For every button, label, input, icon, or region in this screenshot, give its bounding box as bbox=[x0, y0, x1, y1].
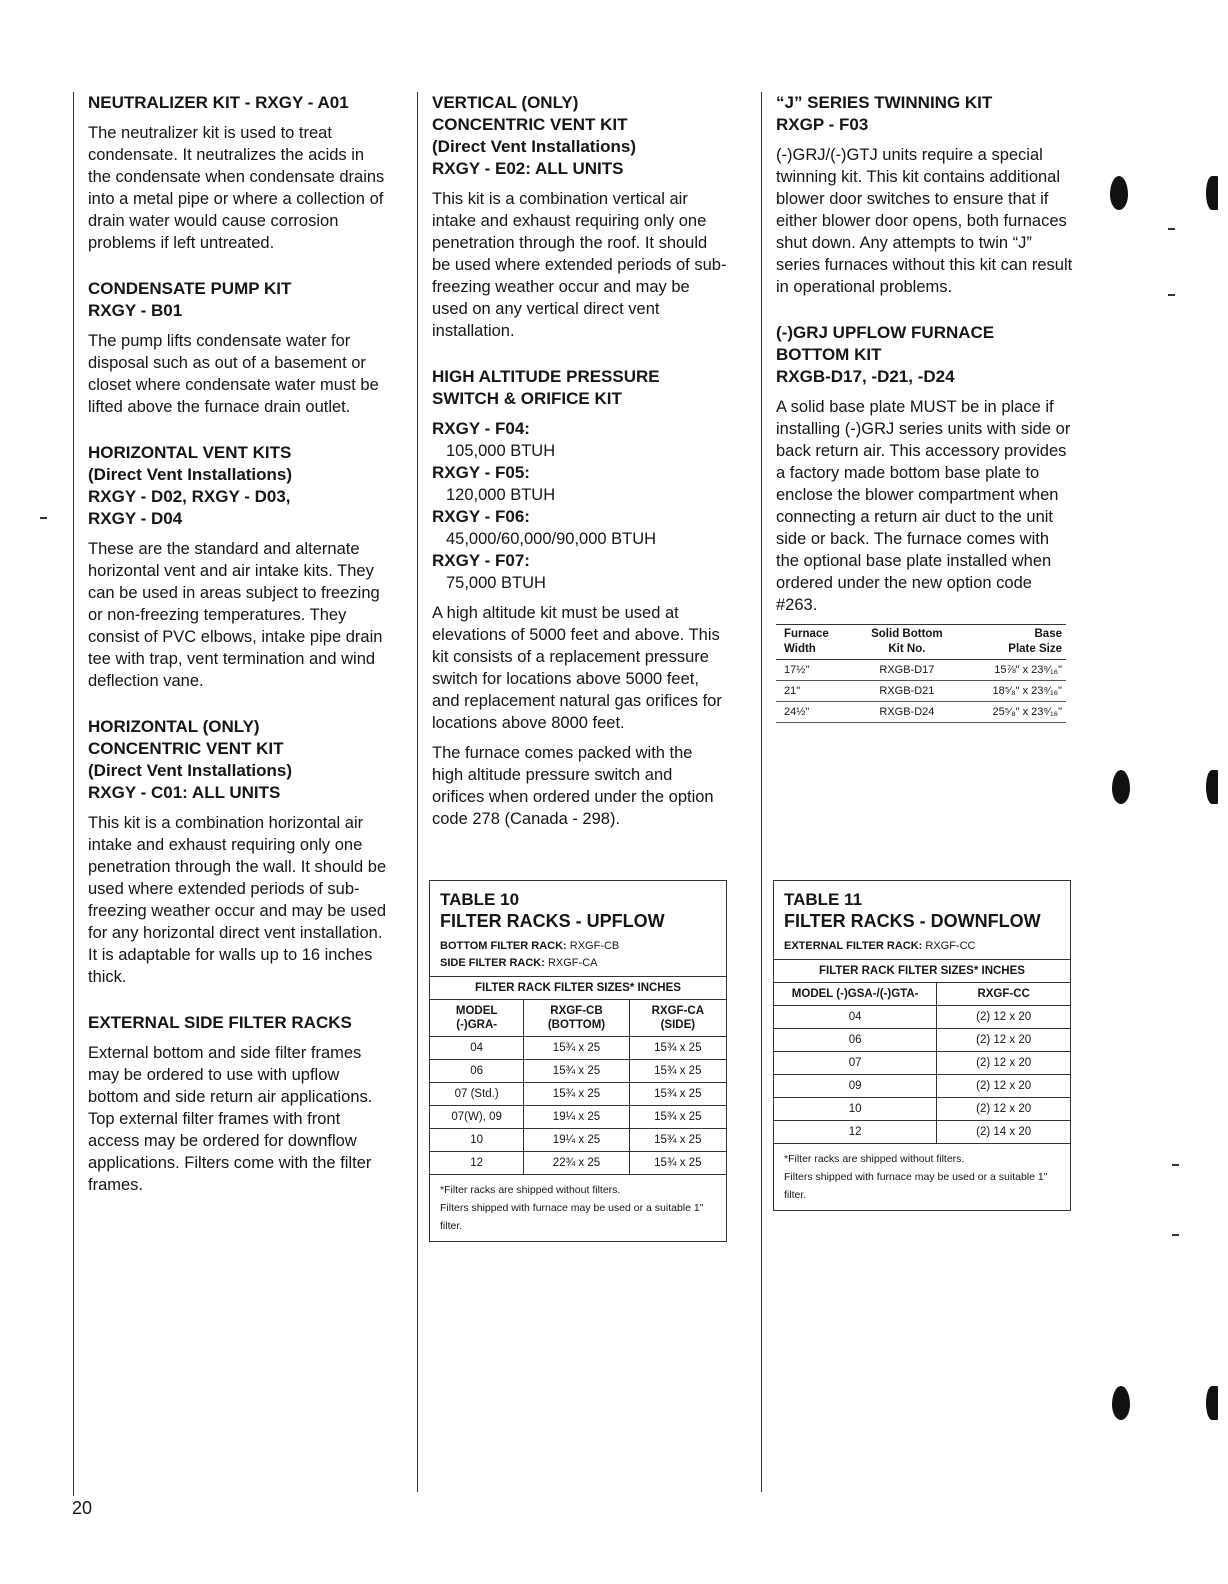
header-line: RXGF-CA bbox=[651, 1005, 705, 1017]
header-line: (-)GRA- bbox=[456, 1019, 498, 1031]
condensate-pump-title-line: CONDENSATE PUMP KIT bbox=[88, 279, 292, 298]
external-side-filter-title: EXTERNAL SIDE FILTER RACKS bbox=[88, 1013, 352, 1032]
neutralizer-kit-body: The neutralizer kit is used to treat condensate. It neutralizes the acids in the condensate when condensate drains into a metal pipe or where a collection of drain water would cause corrosion problems if left untreated. bbox=[88, 124, 385, 252]
table-row bbox=[430, 1106, 726, 1129]
high-altitude-body: A high altitude kit must be used at elevations of 5000 feet and above. This kit consists of a replacement pressure switch for locations above 5000 feet, and replacement natural gas orifices for locations above 8000 feet. bbox=[432, 604, 722, 732]
table-header-row bbox=[776, 625, 1066, 660]
side-filter-rack-value: RXGF-CA bbox=[547, 957, 598, 969]
table-11-box bbox=[773, 880, 1071, 1211]
external-side-filter-section bbox=[88, 1012, 388, 1196]
kit-code: RXGY - F06: bbox=[432, 507, 530, 526]
table-row bbox=[774, 1006, 1070, 1029]
high-altitude-title-line: SWITCH & ORIFICE KIT bbox=[432, 389, 622, 408]
bottom-filter-rack-line bbox=[430, 938, 726, 955]
column-rule-middle bbox=[417, 92, 418, 1492]
kit-rating: 45,000/60,000/90,000 BTUH bbox=[446, 530, 657, 548]
high-altitude-kit-list bbox=[432, 418, 728, 594]
horizontal-vent-body: These are the standard and alternate horizontal vent and air intake kits. They can be used in areas subject to freezing or non-freezing temperatures. They consist of PVC elbows, intake pipe drain tee with trap, vent termination and wind deflection vane. bbox=[88, 540, 383, 690]
horizontal-vent-title-line: (Direct Vent Installations) bbox=[88, 465, 293, 484]
kit-code: RXGY - F05: bbox=[432, 463, 530, 482]
vertical-concentric-title bbox=[432, 92, 728, 180]
header-line: Solid Bottom bbox=[871, 628, 943, 640]
header-line: Furnace bbox=[784, 628, 829, 640]
scan-mark bbox=[40, 517, 47, 519]
table-cell: 19¼ x 25 bbox=[524, 1129, 629, 1152]
table-caption-row bbox=[774, 960, 1070, 983]
table-10-grid bbox=[430, 976, 726, 1174]
condensate-pump-title bbox=[88, 278, 388, 322]
column-header bbox=[853, 625, 961, 660]
table-row bbox=[774, 1098, 1070, 1121]
kit-rating: 105,000 BTUH bbox=[446, 442, 556, 460]
table-header-row bbox=[774, 983, 1070, 1006]
header-line: MODEL bbox=[455, 1005, 498, 1017]
table-cell: 04 bbox=[430, 1037, 524, 1060]
header-line: Kit No. bbox=[888, 643, 926, 655]
table-note: Filters shipped with furnace may be used or a suitable 1" filter. bbox=[784, 1171, 1048, 1201]
table-cell: 25⁵⁄₈" x 23⁹⁄₁₆" bbox=[961, 702, 1066, 723]
table-cell: 22¾ x 25 bbox=[524, 1152, 629, 1175]
table-row bbox=[774, 1075, 1070, 1098]
scan-mark bbox=[1168, 294, 1175, 296]
header-line: Plate Size bbox=[1008, 643, 1062, 655]
high-altitude-kit bbox=[432, 418, 728, 462]
bottom-kit-code: RXGB-D17, -D21, -D24 bbox=[776, 367, 955, 386]
table-cell: 12 bbox=[430, 1152, 524, 1175]
high-altitude-kit bbox=[432, 550, 728, 594]
high-altitude-section bbox=[432, 366, 728, 830]
table-cell: (2) 12 x 20 bbox=[937, 1029, 1070, 1052]
table-row bbox=[430, 1083, 726, 1106]
twinning-kit-title-line: “J” SERIES TWINNING KIT bbox=[776, 93, 993, 112]
table-row bbox=[776, 660, 1066, 681]
horizontal-concentric-title-line: HORIZONTAL (ONLY) bbox=[88, 717, 260, 736]
vertical-concentric-title-line: VERTICAL (ONLY) bbox=[432, 93, 579, 112]
header-line: (BOTTOM) bbox=[547, 1019, 606, 1031]
table-header-row bbox=[430, 1000, 726, 1037]
table-row bbox=[430, 1152, 726, 1175]
horizontal-vent-code: RXGY - D02, RXGY - D03, bbox=[88, 487, 291, 506]
horizontal-concentric-title bbox=[88, 716, 388, 804]
column-header bbox=[961, 625, 1066, 660]
column-2 bbox=[432, 92, 728, 854]
table-cell: RXGB-D21 bbox=[853, 681, 961, 702]
horizontal-vent-title-line: HORIZONTAL VENT KITS bbox=[88, 443, 292, 462]
table-cell: (2) 12 x 20 bbox=[937, 1006, 1070, 1029]
table-cell: 07 bbox=[774, 1052, 937, 1075]
table-caption: FILTER RACK FILTER SIZES* INCHES bbox=[774, 960, 1070, 983]
high-altitude-body: The furnace comes packed with the high altitude pressure switch and orifices when ordered under the option code 278 (Canada - 298). bbox=[432, 744, 714, 828]
column-3 bbox=[776, 92, 1076, 747]
binder-hole-icon bbox=[1112, 1386, 1130, 1420]
table-note: Filters shipped with furnace may be used or a suitable 1" filter. bbox=[440, 1202, 704, 1232]
condensate-pump-section bbox=[88, 278, 388, 418]
table-cell: (2) 12 x 20 bbox=[937, 1052, 1070, 1075]
bottom-kit-title-line: (-)GRJ UPFLOW FURNACE bbox=[776, 323, 995, 342]
binder-hole-icon bbox=[1206, 770, 1218, 804]
table-cell: 04 bbox=[774, 1006, 937, 1029]
condensate-pump-code: RXGY - B01 bbox=[88, 301, 183, 320]
table-cell: 12 bbox=[774, 1121, 937, 1144]
condensate-pump-body: The pump lifts condensate water for disposal such as out of a basement or closet where condensate water must be lifted above the furnace drain outlet. bbox=[88, 332, 379, 416]
kit-rating: 120,000 BTUH bbox=[446, 486, 556, 504]
neutralizer-kit-section bbox=[88, 92, 388, 254]
high-altitude-title-line: HIGH ALTITUDE PRESSURE bbox=[432, 367, 660, 386]
table-cell: 07(W), 09 bbox=[430, 1106, 524, 1129]
table-note: *Filter racks are shipped without filters. bbox=[784, 1153, 965, 1165]
table-note: *Filter racks are shipped without filters. bbox=[440, 1184, 621, 1196]
table-row bbox=[774, 1121, 1070, 1144]
table-cell: 15¾ x 25 bbox=[629, 1037, 726, 1060]
side-filter-rack-line bbox=[430, 955, 726, 976]
vertical-concentric-body: This kit is a combination vertical air intake and exhaust requiring only one penetration through the roof. It should be used where extended periods of sub-freezing weather occur and may be used on any vertical direct vent installation. bbox=[432, 190, 727, 340]
table-11-grid bbox=[774, 959, 1070, 1143]
table-cell: 15¾ x 25 bbox=[629, 1106, 726, 1129]
column-header bbox=[776, 625, 853, 660]
table-10-subtitle: FILTER RACKS - UPFLOW bbox=[440, 911, 665, 931]
high-altitude-title bbox=[432, 366, 728, 410]
table-cell: 09 bbox=[774, 1075, 937, 1098]
horizontal-concentric-title-line: (Direct Vent Installations) bbox=[88, 761, 293, 780]
horizontal-vent-section bbox=[88, 442, 388, 692]
table-cell: 15¾ x 25 bbox=[629, 1152, 726, 1175]
bottom-kit-title-line: BOTTOM KIT bbox=[776, 345, 882, 364]
column-header bbox=[629, 1000, 726, 1037]
column-header: RXGF-CC bbox=[937, 983, 1070, 1006]
header-line: Width bbox=[784, 643, 816, 655]
horizontal-concentric-title-line: CONCENTRIC VENT KIT bbox=[88, 739, 284, 758]
high-altitude-kit bbox=[432, 462, 728, 506]
table-cell: 15¾ x 25 bbox=[524, 1037, 629, 1060]
scan-mark bbox=[1172, 1164, 1179, 1166]
table-cell: (2) 14 x 20 bbox=[937, 1121, 1070, 1144]
kit-code: RXGY - F04: bbox=[432, 419, 530, 438]
bottom-filter-rack-label: BOTTOM FILTER RACK: bbox=[440, 940, 567, 952]
table-row bbox=[430, 1060, 726, 1083]
table-cell: 07 (Std.) bbox=[430, 1083, 524, 1106]
horizontal-vent-title bbox=[88, 442, 388, 530]
horizontal-concentric-code: RXGY - C01: ALL UNITS bbox=[88, 783, 281, 802]
twinning-kit-title bbox=[776, 92, 1076, 136]
external-side-filter-body: External bottom and side filter frames may be ordered to use with upflow bottom and side return air applications. Top external filter frames with front access may be ordered for downflow applications. Filters come with the filter frames. bbox=[88, 1044, 373, 1194]
table-cell: (2) 12 x 20 bbox=[937, 1075, 1070, 1098]
table-11-title: TABLE 11 bbox=[784, 890, 863, 909]
column-rule-left bbox=[73, 92, 74, 1496]
bottom-filter-rack-value: RXGF-CB bbox=[569, 940, 620, 952]
table-row bbox=[774, 1029, 1070, 1052]
binder-hole-icon bbox=[1112, 770, 1130, 804]
table-11-subtitle: FILTER RACKS - DOWNFLOW bbox=[784, 911, 1041, 931]
table-row bbox=[774, 1052, 1070, 1075]
header-line: RXGF-CB bbox=[550, 1005, 603, 1017]
table-caption-row bbox=[430, 977, 726, 1000]
table-row bbox=[430, 1129, 726, 1152]
external-filter-rack-label: EXTERNAL FILTER RACK: bbox=[784, 940, 923, 952]
binder-hole-icon bbox=[1206, 176, 1218, 210]
base-plate-table bbox=[776, 624, 1066, 723]
column-rule-right bbox=[761, 92, 762, 1492]
page-number: 20 bbox=[72, 1498, 93, 1518]
twinning-kit-body: (-)GRJ/(-)GTJ units require a special twinning kit. This kit contains additional blower door switches to ensure that if either blower door opens, both furnaces shut down. Any attempts to twin “J” series furnaces without this kit can result in operational problems. bbox=[776, 146, 1073, 296]
table-cell: 15¾ x 25 bbox=[629, 1129, 726, 1152]
table-cell: 15¾ x 25 bbox=[629, 1083, 726, 1106]
horizontal-concentric-section bbox=[88, 716, 388, 988]
table-cell: 10 bbox=[430, 1129, 524, 1152]
header-line: Base bbox=[1034, 628, 1062, 640]
twinning-kit-section bbox=[776, 92, 1076, 298]
neutralizer-kit-title: NEUTRALIZER KIT - RXGY - A01 bbox=[88, 93, 349, 112]
table-caption: FILTER RACK FILTER SIZES* INCHES bbox=[430, 977, 726, 1000]
table-cell: 18⁵⁄₈" x 23⁹⁄₁₆" bbox=[961, 681, 1066, 702]
horizontal-vent-code: RXGY - D04 bbox=[88, 509, 183, 528]
kit-code: RXGY - F07: bbox=[432, 551, 530, 570]
table-cell: RXGB-D17 bbox=[853, 660, 961, 681]
table-cell: (2) 12 x 20 bbox=[937, 1098, 1070, 1121]
table-cell: 06 bbox=[774, 1029, 937, 1052]
table-cell: 15¾ x 25 bbox=[524, 1083, 629, 1106]
twinning-kit-code: RXGP - F03 bbox=[776, 115, 869, 134]
header-line: (SIDE) bbox=[660, 1019, 696, 1031]
vertical-concentric-title-line: CONCENTRIC VENT KIT bbox=[432, 115, 628, 134]
column-1 bbox=[88, 92, 388, 1220]
table-row bbox=[776, 702, 1066, 723]
table-10-title: TABLE 10 bbox=[440, 890, 520, 909]
external-filter-rack-line bbox=[774, 938, 1070, 959]
column-header bbox=[524, 1000, 629, 1037]
table-cell: 17½" bbox=[776, 660, 853, 681]
bottom-kit-body: A solid base plate MUST be in place if installing (-)GRJ series units with side or back return air. This accessory provides a factory made bottom base plate to enclose the blower compartment when connecting a return air duct to the unit side or back. The furnace comes with the optional base plate installed when ordered under the new option code #263. bbox=[776, 398, 1071, 614]
table-cell: 15¾ x 25 bbox=[629, 1060, 726, 1083]
column-header: MODEL (-)GSA-/(-)GTA- bbox=[774, 983, 937, 1006]
table-10-notes bbox=[430, 1174, 726, 1241]
table-cell: 21" bbox=[776, 681, 853, 702]
binder-hole-icon bbox=[1206, 1386, 1218, 1420]
table-cell: 10 bbox=[774, 1098, 937, 1121]
side-filter-rack-label: SIDE FILTER RACK: bbox=[440, 957, 545, 969]
table-cell: 15¾ x 25 bbox=[524, 1060, 629, 1083]
vertical-concentric-code: RXGY - E02: ALL UNITS bbox=[432, 159, 624, 178]
bottom-kit-section bbox=[776, 322, 1076, 723]
table-cell: 06 bbox=[430, 1060, 524, 1083]
kit-rating: 75,000 BTUH bbox=[446, 574, 546, 592]
vertical-concentric-section bbox=[432, 92, 728, 342]
table-cell: 15⅞" x 23⁹⁄₁₆" bbox=[961, 660, 1066, 681]
table-cell: RXGB-D24 bbox=[853, 702, 961, 723]
vertical-concentric-title-line: (Direct Vent Installations) bbox=[432, 137, 637, 156]
table-10-box bbox=[429, 880, 727, 1242]
high-altitude-kit bbox=[432, 506, 728, 550]
external-filter-rack-value: RXGF-CC bbox=[925, 940, 976, 952]
table-11-notes bbox=[774, 1143, 1070, 1210]
table-cell: 19¼ x 25 bbox=[524, 1106, 629, 1129]
table-row bbox=[776, 681, 1066, 702]
column-header bbox=[430, 1000, 524, 1037]
binder-hole-icon bbox=[1110, 176, 1128, 210]
scan-mark bbox=[1172, 1234, 1179, 1236]
horizontal-concentric-body: This kit is a combination horizontal air intake and exhaust requiring only one penetration through the wall. It should be used where extended periods of sub-freezing weather occur and may be used for any horizontal direct vent installation. It is adaptable for walls up to 16 inches thick. bbox=[88, 814, 387, 986]
table-row bbox=[430, 1037, 726, 1060]
bottom-kit-title bbox=[776, 322, 1076, 388]
scan-mark bbox=[1168, 228, 1175, 230]
table-cell: 24½" bbox=[776, 702, 853, 723]
